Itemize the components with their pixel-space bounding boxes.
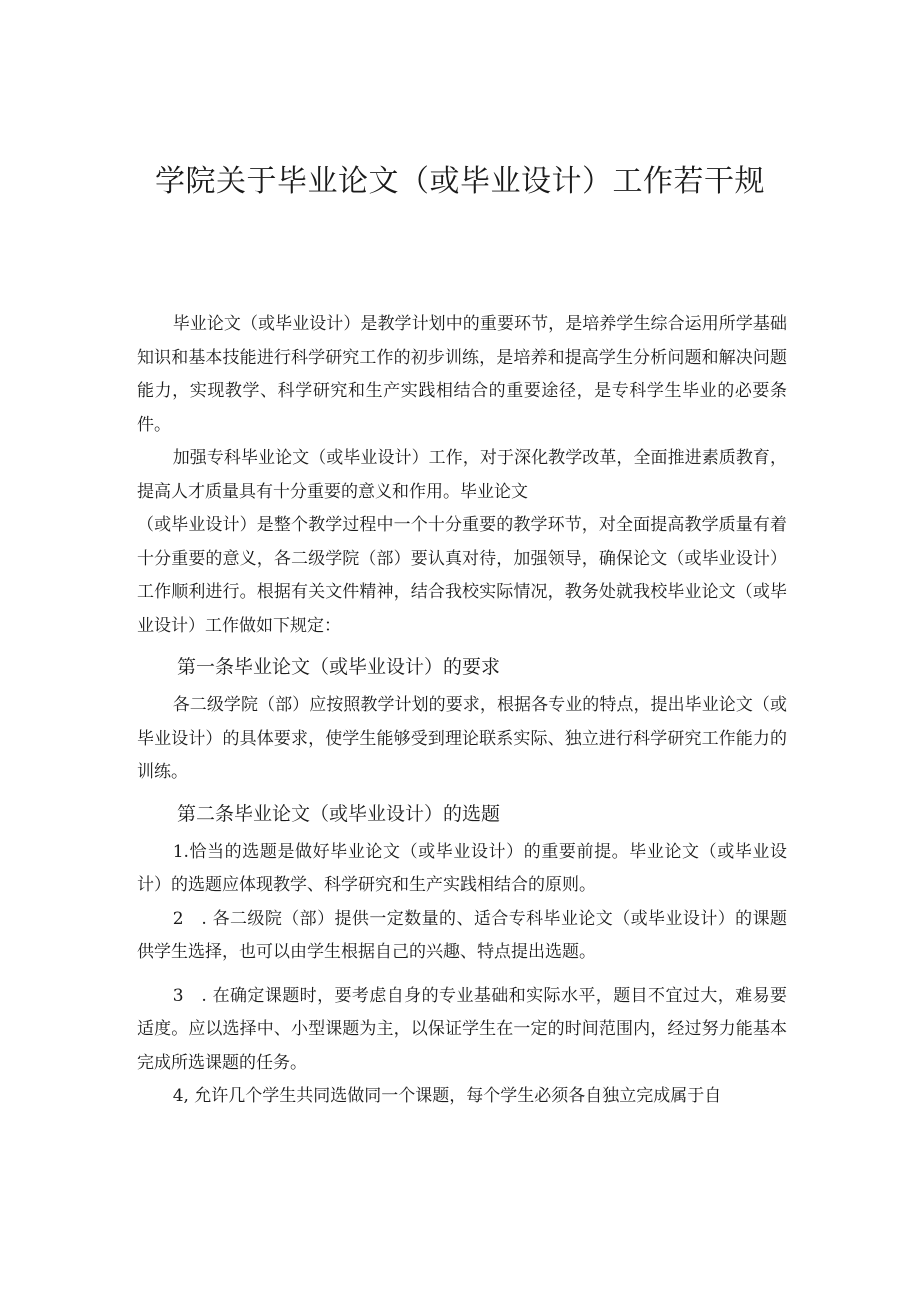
section-heading: 第一条毕业论文（或毕业设计）的要求 (177, 656, 501, 678)
section-heading: 第二条毕业论文（或毕业设计）的选题 (177, 802, 501, 825)
section-paragraph: 4, 允许几个学生共同选做同一个课题，每个学生必须各自独立完成属于自 (172, 1086, 722, 1106)
intro-paragraph: 毕业论文（或毕业设计）是教学计划中的重要环节，是培养学生综合运用所学基础知识和基本技能进行科学研究工作的初步训练，是培养和提高学生分析问题和解决问题能力，实现教学、科学研究和生产实践相结合的重要途径，是专科学生毕业的必要条件。 (137, 314, 787, 435)
document-title: 学院关于毕业论文（或毕业设计）工作若干规 (155, 164, 765, 199)
section-paragraph: 3 . 在确定课题时，要考虑自身的专业基础和实际水平，题目不宜过大，难易要适度。应以选择中、小型课题为主，以保证学生在一定的时间范围内，经过努力能基本完成所选课题的任务。 (137, 985, 787, 1073)
section-paragraph: 各二级学院（部）应按照教学计划的要求，根据各专业的特点，提出毕业论文（或毕业设计）的具体要求，使学生能够受到理论联系实际、独立进行科学研究工作能力的训练。 (137, 695, 787, 782)
intro-paragraph: 加强专科毕业论文（或毕业设计）工作，对于深化教学改革，全面推进素质教育，提高人才质量具有十分重要的意义和作用。毕业论文 (137, 448, 787, 502)
intro-paragraph: （或毕业设计）是整个教学过程中一个十分重要的教学环节，对全面提高教学质量有着十分重要的意义，各二级学院（部）要认真对待，加强领导，确保论文（或毕业设计）工作顺利进行。根据有关文件精神，结合我校实际情况，教务处就我校毕业论文（或毕业设计）工作做如下规定： (137, 515, 787, 636)
section-paragraph: 1.恰当的选题是做好毕业论文（或毕业设计）的重要前提。毕业论文（或毕业设计）的选题应体现教学、科学研究和生产实践相结合的原则。 (137, 841, 787, 895)
document-body (137, 308, 787, 1114)
section-paragraph: 2 . 各二级院（部）提供一定数量的、适合专科毕业论文（或毕业设计）的课题供学生选择，也可以由学生根据自己的兴趣、特点提出选题。 (137, 908, 787, 962)
